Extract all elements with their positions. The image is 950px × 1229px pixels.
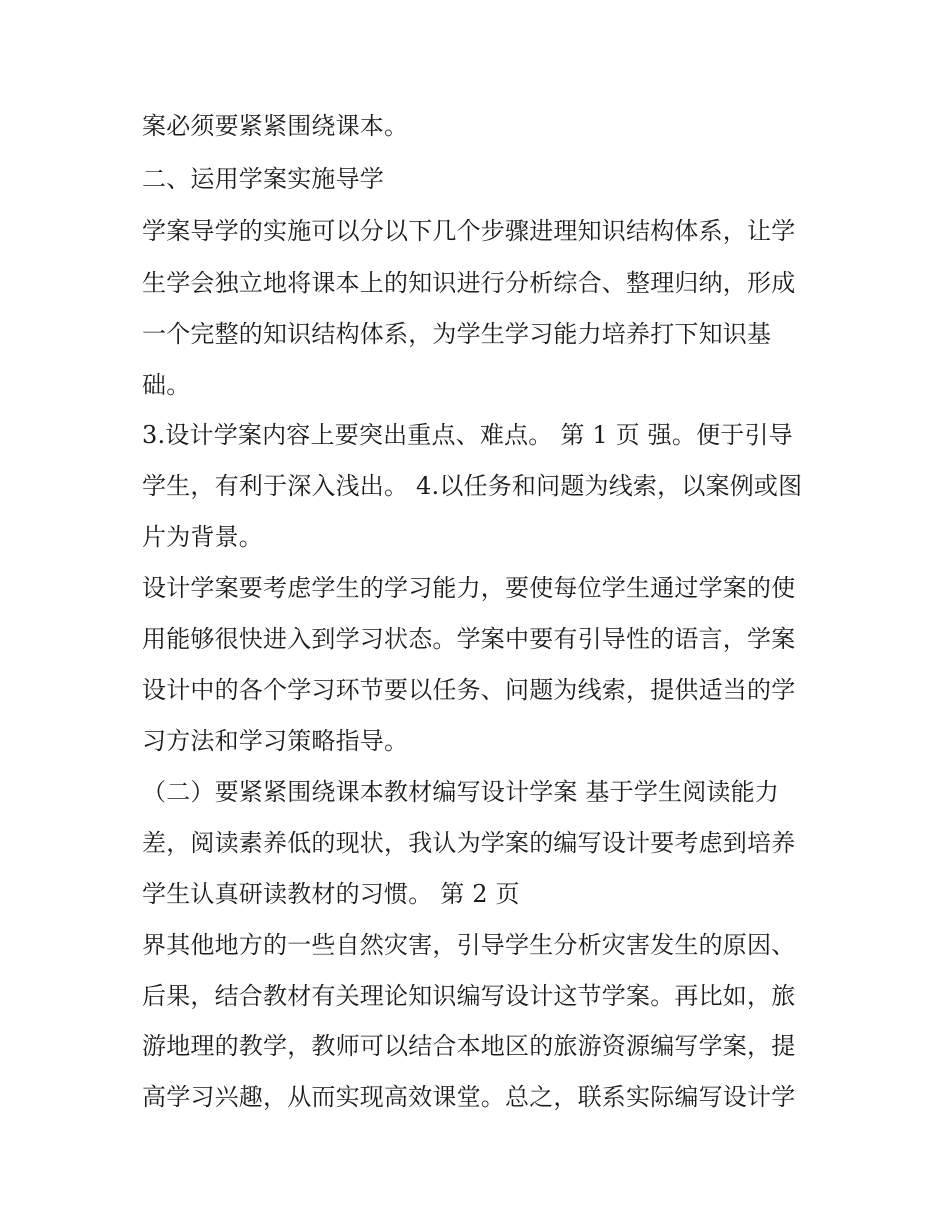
- text-line: 设计中的各个学习环节要以任务、问题为线索，提供适当的学: [142, 676, 796, 704]
- text-line: 3.设计学案内容上要突出重点、难点。 第 1 页 强。便于引导: [142, 421, 793, 449]
- text-line: 设计学案要考虑学生的学习能力，要使每位学生通过学案的使: [142, 574, 796, 602]
- section-heading: （二）要紧紧围绕课本教材编写设计学案 基于学生阅读能力: [142, 778, 780, 806]
- text-line: 一个完整的知识结构体系，为学生学习能力培养打下知识基: [142, 320, 772, 348]
- text-line: 界其他地方的一些自然灾害，引导学生分析灾害发生的原因、: [142, 931, 796, 959]
- text-line: 学案导学的实施可以分以下几个步骤进理知识结构体系，让学: [142, 217, 796, 245]
- text-line: 差，阅读素养低的现状，我认为学案的编写设计要考虑到培养: [142, 829, 796, 857]
- text-line: 后果，结合教材有关理论知识编写设计这节学案。再比如，旅: [142, 982, 796, 1010]
- text-line: 游地理的教学，教师可以结合本地区的旅游资源编写学案，提: [142, 1032, 796, 1060]
- text-line: 生学会独立地将课本上的知识进行分析综合、整理归纳，形成: [142, 269, 796, 297]
- text-line: 用能够很快进入到学习状态。学案中要有引导性的语言，学案: [142, 625, 796, 653]
- text-line: 学生，有利于深入浅出。 4.以任务和问题为线索，以案例或图: [142, 472, 803, 500]
- text-line: 案必须要紧紧围绕课本。: [142, 112, 409, 140]
- text-line: 习方法和学习策略指导。: [142, 727, 409, 755]
- text-line: 片为背景。: [142, 523, 263, 551]
- text-line: 学生认真研读教材的习惯。 第 2 页: [142, 880, 520, 908]
- text-line: 础。: [142, 371, 191, 399]
- section-heading: 二、运用学案实施导学: [142, 165, 384, 193]
- text-line: 高学习兴趣，从而实现高效课堂。总之，联系实际编写设计学: [142, 1083, 796, 1111]
